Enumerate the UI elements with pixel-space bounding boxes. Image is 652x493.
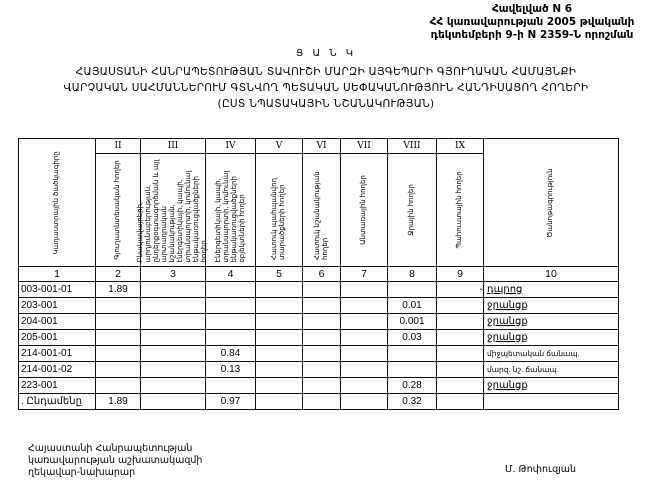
column-header-label: Անտառային հողեր [360, 175, 367, 245]
area-value-cell [341, 362, 388, 378]
area-value-cell [341, 378, 388, 394]
area-value-cell: - [437, 282, 484, 298]
column-header-1 [19, 139, 96, 267]
area-value-cell: 0.28 [388, 378, 437, 394]
area-value-cell [341, 346, 388, 362]
area-value-cell: 0.84 [206, 346, 256, 362]
area-value-cell [96, 362, 141, 378]
area-value-cell: 0.01 [388, 298, 437, 314]
table-row [19, 282, 619, 298]
area-value-cell [437, 362, 484, 378]
area-value-cell [437, 330, 484, 346]
table-row [19, 330, 619, 346]
column-header-label: Ջրային հողեր [408, 184, 415, 236]
cadastral-code-cell: 205-001 [19, 330, 96, 346]
total-note-cell [484, 394, 619, 410]
area-value-cell [341, 298, 388, 314]
column-number-cell: 6 [303, 267, 341, 282]
area-value-cell [256, 378, 303, 394]
column-header-label: Գյուղատնտեսական հողեր [114, 160, 121, 260]
cadastral-code-cell: 214-001-02 [19, 362, 96, 378]
signer-position [28, 443, 202, 479]
column-header-4 [206, 154, 256, 267]
column-header-label: Հատուկ պահպանվող տարածքների հողեր [271, 178, 286, 260]
note-cell: միջպետական ճանապ. [484, 346, 619, 362]
total-label: . Ընդամենը [19, 394, 96, 410]
table-row [19, 378, 619, 394]
total-value-cell: 0.32 [388, 394, 437, 410]
column-number-cell: 5 [256, 267, 303, 282]
area-value-cell [206, 282, 256, 298]
area-value-cell: 1.89 [96, 282, 141, 298]
area-value-cell [256, 314, 303, 330]
column-header-label: Ծանոթագրություն [547, 167, 554, 238]
signer-position-line-1: Հայաստանի Հանրապետության [28, 443, 193, 454]
cadastral-code-cell: 003-001-01 [19, 282, 96, 298]
area-value-cell [206, 314, 256, 330]
table-row [19, 298, 619, 314]
column-header-5 [256, 154, 303, 267]
area-value-cell [303, 378, 341, 394]
column-number-cell: 8 [388, 267, 437, 282]
area-value-cell [341, 330, 388, 346]
column-header-10 [484, 139, 619, 267]
area-value-cell: 0.001 [388, 314, 437, 330]
signer-position-line-3: ղեկավար-նախարար [28, 467, 136, 478]
column-header-7 [341, 154, 388, 267]
annex-reference [412, 3, 652, 42]
column-header-label: Կադաստրային ծածկագիրը [53, 150, 60, 255]
area-value-cell [303, 346, 341, 362]
column-number-cell: 3 [141, 267, 206, 282]
cadastral-code-cell: 203-001 [19, 298, 96, 314]
area-value-cell [437, 314, 484, 330]
table-row [19, 314, 619, 330]
area-value-cell [303, 298, 341, 314]
annex-decree-date: դեկտեմբերի 9-ի N 2359-Ն որոշման [430, 29, 634, 41]
area-value-cell [303, 282, 341, 298]
table-row [19, 362, 619, 378]
column-number-cell: 10 [484, 267, 619, 282]
area-value-cell [388, 282, 437, 298]
area-value-cell [96, 346, 141, 362]
area-value-cell: 0.03 [388, 330, 437, 346]
area-value-cell [256, 298, 303, 314]
column-header-8 [388, 154, 437, 267]
title-line-1: ՀԱՅԱՍՏԱՆԻ ՀԱՆՐԱՊԵՏՈՒԹՅԱՆ ՏԱՎՈՒՇԻ ՄԱՐԶԻ ԱՅԳԵՊԱՐԻ ԳՅՈՒՂԱԿԱՆ ՀԱՄԱՅՆՔԻ [75, 66, 577, 78]
column-header-label: Էներգետիկայի, կապի, տրանսպորտի, կոմունալ ենթակառուցվածքների օբյեկտների հողեր [214, 170, 246, 263]
roman-numeral-cell: IX [437, 139, 484, 154]
note-cell: ջրանցք [484, 330, 619, 346]
total-row [19, 394, 619, 410]
note-cell: ջրանցք [484, 314, 619, 330]
total-value-cell: 1.89 [96, 394, 141, 410]
area-value-cell [437, 298, 484, 314]
list-heading: Ց Ա Ն Կ [295, 48, 357, 59]
column-header-label: Բնակավայրերի, արդյունաբերության, ընդերքօգտագործման և այլ արտադրական նշանակության, էներգետիկայի, կապի, տրանսպորտի, կոմունալ ենթակառուցվածքների հողեր [137, 159, 208, 263]
area-value-cell [256, 330, 303, 346]
roman-numeral-cell: III [141, 139, 206, 154]
area-value-cell [303, 362, 341, 378]
area-value-cell [206, 378, 256, 394]
column-header-2 [96, 154, 141, 267]
note-cell: մարզ. նշ. ճանապ. [484, 362, 619, 378]
area-value-cell [141, 378, 206, 394]
area-value-cell [141, 298, 206, 314]
area-value-cell [141, 330, 206, 346]
annex-decree-line: ՀՀ կառավարության 2005 թվականի [429, 16, 635, 28]
document-title [0, 64, 652, 112]
roman-numeral-cell: II [96, 139, 141, 154]
cadastral-code-cell: 214-001-01 [19, 346, 96, 362]
area-value-cell [141, 314, 206, 330]
roman-numeral-row [19, 139, 619, 154]
area-value-cell [96, 378, 141, 394]
area-value-cell [256, 282, 303, 298]
area-value-cell [388, 362, 437, 378]
signer-name: Մ. Թոփուզյան [505, 464, 577, 475]
total-value-cell [341, 394, 388, 410]
roman-numeral-cell: VIII [388, 139, 437, 154]
column-header-label: Պահուստային հողեր [456, 171, 463, 249]
area-value-cell [96, 330, 141, 346]
area-value-cell [206, 298, 256, 314]
roman-numeral-cell: VI [303, 139, 341, 154]
column-header-9 [437, 154, 484, 267]
total-value-cell [141, 394, 206, 410]
note-cell: ջրանցք [484, 298, 619, 314]
area-value-cell [256, 362, 303, 378]
area-value-cell [437, 346, 484, 362]
area-value-cell: 0.13 [206, 362, 256, 378]
column-header-label: Հատուկ նշանակության հողեր [313, 171, 329, 260]
column-number-cell: 2 [96, 267, 141, 282]
roman-numeral-cell: IV [206, 139, 256, 154]
area-value-cell [141, 346, 206, 362]
total-value-cell [437, 394, 484, 410]
note-cell: դպրոց [484, 282, 619, 298]
land-register-table [18, 138, 619, 410]
column-number-cell: 7 [341, 267, 388, 282]
area-value-cell [341, 314, 388, 330]
area-value-cell [96, 298, 141, 314]
area-value-cell [303, 330, 341, 346]
column-number-cell: 4 [206, 267, 256, 282]
area-value-cell [96, 314, 141, 330]
total-value-cell: 0.97 [206, 394, 256, 410]
area-value-cell [388, 346, 437, 362]
note-cell: ջրանցք [484, 378, 619, 394]
signer-position-line-2: կառավարության աշխատակազմի [28, 455, 203, 466]
column-number-row [19, 267, 619, 282]
area-value-cell [437, 378, 484, 394]
area-value-cell [256, 346, 303, 362]
area-value-cell [141, 362, 206, 378]
column-number-cell: 9 [437, 267, 484, 282]
roman-numeral-cell: V [256, 139, 303, 154]
title-line-3: (ԸՍՏ ՆՊԱՏԱԿԱՅԻՆ ՆՇԱՆԱԿՈՒԹՅԱՆ) [217, 98, 435, 110]
area-value-cell [341, 282, 388, 298]
annex-number: Հավելված N 6 [491, 3, 573, 15]
title-line-2: ՎԱՐՉԱԿԱՆ ՍԱՀՄԱՆՆԵՐՈՒՄ ԳՏՆՎՈՂ ՊԵՏԱԿԱՆ ՍԵՓԱԿԱՆՈՒԹՅՈՒՆ ՀԱՆԴԻՍԱՑՈՂ ՀՈՂԵՐԻ [63, 82, 589, 94]
total-value-cell [303, 394, 341, 410]
column-number-cell: 1 [19, 267, 96, 282]
area-value-cell [206, 330, 256, 346]
column-header-6 [303, 154, 341, 267]
roman-numeral-cell: VII [341, 139, 388, 154]
column-header-3 [137, 154, 208, 267]
area-value-cell [141, 282, 206, 298]
table-row [19, 346, 619, 362]
area-value-cell [303, 314, 341, 330]
cadastral-code-cell: 223-001 [19, 378, 96, 394]
cadastral-code-cell: 204-001 [19, 314, 96, 330]
total-value-cell [256, 394, 303, 410]
